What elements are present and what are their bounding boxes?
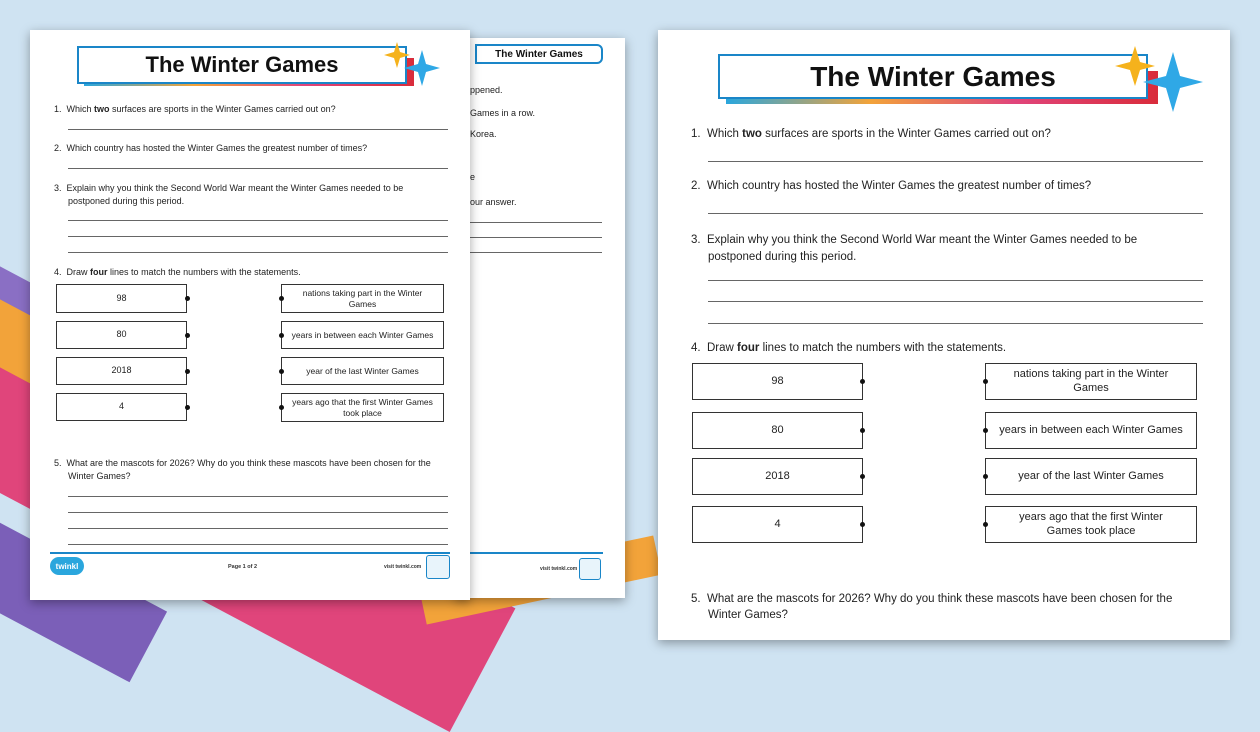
worksheet-small-page — [30, 30, 470, 600]
statement-box: years ago that the first Winter Games took place — [985, 506, 1197, 543]
back-fragment-5: our answer. — [470, 197, 517, 207]
statement-box: years in between each Winter Games — [985, 412, 1197, 449]
match-dot[interactable] — [983, 522, 988, 527]
back-fragment-2: Games in a row. — [470, 108, 536, 118]
back-fragment-4: e — [470, 172, 476, 182]
question-text: Which — [66, 104, 95, 114]
question-number: 5. — [54, 458, 62, 468]
answer-line[interactable] — [708, 213, 1203, 214]
back-answer-line — [470, 252, 602, 253]
question-text: lines to match the numbers with the statements. — [759, 342, 1007, 354]
number-box: 2018 — [56, 357, 187, 385]
question-text: surfaces are sports in the Winter Games carried out on? — [109, 104, 336, 114]
question-number: 1. — [54, 104, 62, 114]
match-dot[interactable] — [983, 428, 988, 433]
question-2 — [691, 180, 1091, 192]
footer-page-number: Page 1 of 2 — [228, 564, 258, 570]
small-page-title-text: The Winter Games — [145, 52, 339, 77]
question-number: 2. — [691, 180, 701, 192]
footer-badge — [426, 555, 450, 579]
question-text: What are the mascots for 2026? Why do you think these mascots have been chosen for the — [66, 458, 431, 468]
back-page-title — [475, 44, 603, 64]
number-box: 2018 — [692, 458, 863, 495]
answer-line[interactable] — [68, 236, 448, 237]
small-page-title — [77, 46, 407, 84]
match-dot[interactable] — [279, 405, 284, 410]
question-number: 5. — [691, 593, 701, 605]
question-emphasis: two — [94, 104, 110, 114]
question-number: 3. — [54, 183, 62, 193]
back-fragment-1: ppened. — [470, 85, 503, 95]
statement-box: nations taking part in the Winter Games — [985, 363, 1197, 400]
question-5 — [54, 457, 431, 483]
match-dot[interactable] — [860, 522, 865, 527]
question-text: Winter Games? — [708, 609, 788, 621]
back-footer-badge — [579, 558, 601, 580]
answer-line[interactable] — [68, 220, 448, 221]
statement-box: year of the last Winter Games — [985, 458, 1197, 495]
statement-box: years ago that the first Winter Games took place — [281, 393, 444, 422]
statement-box: year of the last Winter Games — [281, 357, 444, 385]
question-text: Draw — [706, 342, 738, 354]
back-answer-line — [470, 237, 602, 238]
answer-line[interactable] — [708, 301, 1203, 302]
answer-line[interactable] — [68, 252, 448, 253]
question-3 — [54, 182, 403, 208]
question-number: 2. — [54, 143, 62, 153]
question-text: Which country has hosted the Winter Games the greatest number of times? — [66, 143, 368, 153]
footer-site: visit twinkl.com — [384, 564, 422, 570]
sparkle-icon — [1113, 44, 1213, 124]
twinkl-logo: twinkl — [50, 557, 84, 575]
match-dot[interactable] — [860, 428, 865, 433]
worksheet-large-page — [658, 30, 1230, 640]
match-dot[interactable] — [279, 296, 284, 301]
answer-line[interactable] — [68, 168, 448, 169]
match-dot[interactable] — [185, 333, 190, 338]
question-emphasis: two — [742, 128, 762, 140]
number-box: 4 — [56, 393, 187, 421]
number-box: 4 — [692, 506, 863, 543]
answer-line[interactable] — [708, 280, 1203, 281]
question-text: postponed during this period. — [68, 196, 185, 206]
question-emphasis: four — [737, 342, 760, 354]
question-text: Winter Games? — [68, 471, 131, 481]
question-number: 4. — [691, 342, 701, 354]
sparkle-icon — [382, 40, 442, 90]
match-dot[interactable] — [279, 369, 284, 374]
back-footer-site: visit twinkl.com — [540, 566, 578, 572]
match-dot[interactable] — [279, 333, 284, 338]
question-text: surfaces are sports in the Winter Games carried out on? — [761, 128, 1051, 140]
question-4 — [691, 342, 1006, 354]
question-text: Explain why you think the Second World War meant the Winter Games needed to be — [66, 183, 404, 193]
question-text: postponed during this period. — [708, 251, 857, 263]
large-page-title-text: The Winter Games — [810, 60, 1056, 92]
number-box: 80 — [692, 412, 863, 449]
match-dot[interactable] — [185, 369, 190, 374]
match-dot[interactable] — [185, 296, 190, 301]
question-5 — [691, 591, 1172, 623]
question-1 — [691, 128, 1051, 140]
match-dot[interactable] — [860, 474, 865, 479]
back-page-title-text: The Winter Games — [495, 48, 583, 60]
question-text: Explain why you think the Second World War meant the Winter Games needed to be — [706, 234, 1138, 246]
question-text: lines to match the numbers with the statements. — [107, 267, 301, 277]
number-box: 98 — [692, 363, 863, 400]
answer-line[interactable] — [708, 323, 1203, 324]
back-footer-line — [465, 552, 603, 554]
question-number: 4. — [54, 267, 62, 277]
question-3 — [691, 232, 1137, 266]
number-box: 80 — [56, 321, 187, 349]
statement-box: years in between each Winter Games — [281, 321, 444, 349]
large-page-title — [718, 54, 1148, 99]
answer-line[interactable] — [68, 129, 448, 130]
statement-box: nations taking part in the Winter Games — [281, 284, 444, 313]
answer-line[interactable] — [708, 161, 1203, 162]
answer-line[interactable] — [68, 544, 448, 545]
question-text: Which country has hosted the Winter Games the greatest number of times? — [706, 180, 1092, 192]
question-emphasis: four — [90, 267, 108, 277]
question-4 — [54, 267, 301, 277]
match-dot[interactable] — [983, 474, 988, 479]
question-number: 3. — [691, 234, 701, 246]
question-number: 1. — [691, 128, 701, 140]
question-text: Which — [706, 128, 743, 140]
answer-line[interactable] — [68, 528, 448, 529]
answer-line[interactable] — [68, 512, 448, 513]
worksheet-back-page — [455, 38, 625, 598]
footer-line — [50, 552, 450, 554]
match-dot[interactable] — [983, 379, 988, 384]
match-dot[interactable] — [185, 405, 190, 410]
question-1 — [54, 104, 336, 114]
match-dot[interactable] — [860, 379, 865, 384]
question-text: What are the mascots for 2026? Why do you think these mascots have been chosen for the — [706, 593, 1173, 605]
answer-line[interactable] — [68, 496, 448, 497]
question-text: Draw — [66, 267, 91, 277]
back-fragment-3: Korea. — [470, 129, 497, 139]
back-answer-line — [470, 222, 602, 223]
number-box: 98 — [56, 284, 187, 313]
question-2 — [54, 143, 367, 153]
